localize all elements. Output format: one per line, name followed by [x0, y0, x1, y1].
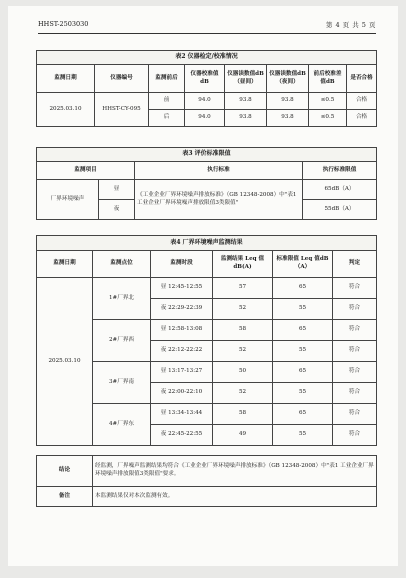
- cell: 65: [273, 320, 333, 341]
- report-page: [8, 6, 398, 566]
- cell: 符合: [333, 299, 377, 320]
- column-header: 判定: [333, 251, 377, 278]
- column-header: 监测结果 Leq 值dB(A): [213, 251, 273, 278]
- table-row: [37, 456, 377, 487]
- cell: 52: [213, 299, 273, 320]
- cell: 55: [273, 383, 333, 404]
- monitor-item: 厂界环境噪声: [37, 180, 99, 220]
- cell: 昼 12:45-12:55: [151, 278, 213, 299]
- column-header: 前后校准差值dB: [309, 65, 347, 93]
- cell: 52: [213, 383, 273, 404]
- column-header: 监测项目: [37, 162, 135, 180]
- cell: 符合: [333, 278, 377, 299]
- table-caption: 表3 评价标准限值: [37, 148, 377, 162]
- column-header: 执行标准: [135, 162, 303, 180]
- monitor-date: 2025.03.10: [37, 278, 93, 446]
- column-header: 监测日期: [37, 65, 95, 93]
- column-header: 仪器读数值dB（昼间）: [225, 65, 267, 93]
- cell: 57: [213, 278, 273, 299]
- cell: 符合: [333, 341, 377, 362]
- cell: ≤0.5: [309, 110, 347, 127]
- cell: 符合: [333, 383, 377, 404]
- cell: 符合: [333, 425, 377, 446]
- cell: 符合: [333, 404, 377, 425]
- cell: 93.8: [225, 93, 267, 110]
- cell: 50: [213, 362, 273, 383]
- cell: 65: [273, 362, 333, 383]
- table-row: [37, 278, 377, 299]
- cell: 前: [149, 93, 185, 110]
- column-header: 监测日期: [37, 251, 93, 278]
- table-row: [37, 180, 377, 200]
- header-rule: [38, 33, 376, 34]
- page-number: 第 4 页 共 5 页: [325, 21, 376, 29]
- monitor-point: 4#厂界东: [93, 404, 151, 446]
- column-header: 仪器读数值dB（夜间）: [267, 65, 309, 93]
- calibration-table: [36, 50, 377, 127]
- cell: 夜 22:45-22:55: [151, 425, 213, 446]
- cell: 55: [273, 341, 333, 362]
- table-caption: 表4 厂界环境噪声监测结果: [37, 236, 377, 251]
- remarks-text: 本监测结果仅对本次监测有效。: [93, 487, 377, 507]
- cell: 65dB（A）: [303, 180, 377, 200]
- remarks-label: 备注: [37, 487, 93, 507]
- noise-results-table: [36, 235, 377, 446]
- column-header: 执行标准限值: [303, 162, 377, 180]
- conclusion-text: 经监测，厂界噪声监测结果均符合《工业企业厂界环境噪声排放标准》（GB 12348-2008）中"表1 工业企业厂界环境噪声排放限值3类限值"要求。: [93, 456, 377, 487]
- cell: 夜 22:00-22:10: [151, 383, 213, 404]
- cell: 93.8: [225, 110, 267, 127]
- cell: 夜: [99, 200, 135, 220]
- cell: 94.0: [185, 110, 225, 127]
- cell: 昼 13:17-13:27: [151, 362, 213, 383]
- monitor-point: 1#厂界北: [93, 278, 151, 320]
- cell: 65: [273, 404, 333, 425]
- table-row: [37, 487, 377, 507]
- conclusion-label: 结论: [37, 456, 93, 487]
- conclusion-table: [36, 455, 377, 507]
- column-header: 仪器校准值dB: [185, 65, 225, 93]
- cell: 符合: [333, 320, 377, 341]
- table-row: [37, 93, 377, 110]
- cell: ≤0.5: [309, 93, 347, 110]
- monitor-point: 3#厂界南: [93, 362, 151, 404]
- cell: 55: [273, 299, 333, 320]
- cell: 昼 13:34-13:44: [151, 404, 213, 425]
- cell: 夜 22:29-22:39: [151, 299, 213, 320]
- column-header: 监测时段: [151, 251, 213, 278]
- column-header: 标准限值 Leq 值dB（A）: [273, 251, 333, 278]
- column-header: 监测点位: [93, 251, 151, 278]
- cell: 58: [213, 320, 273, 341]
- column-header: 仪器编号: [95, 65, 149, 93]
- cell: 符合: [333, 362, 377, 383]
- table-caption: 表2 仪器检定/校准情况: [37, 51, 377, 65]
- device-id: HHST-CY-095: [95, 93, 149, 127]
- report-code: HHST-2503030: [38, 20, 89, 28]
- cell: 后: [149, 110, 185, 127]
- cell: 昼 12:58-13:08: [151, 320, 213, 341]
- column-header: 监测前后: [149, 65, 185, 93]
- monitor-date: 2025.03.10: [37, 93, 95, 127]
- cell: 94.0: [185, 93, 225, 110]
- standard-text: 《工业企业厂界环境噪声排放标准》（GB 12348-2008）中"表1 工业企业厂界环境噪声排放限值3类限值": [135, 180, 303, 220]
- cell: 65: [273, 278, 333, 299]
- cell: 93.8: [267, 93, 309, 110]
- cell: 55dB（A）: [303, 200, 377, 220]
- page-header: [38, 20, 376, 32]
- cell: 55: [273, 425, 333, 446]
- cell: 合格: [347, 110, 377, 127]
- cell: 93.8: [267, 110, 309, 127]
- cell: 昼: [99, 180, 135, 200]
- cell: 58: [213, 404, 273, 425]
- cell: 49: [213, 425, 273, 446]
- column-header: 是否合格: [347, 65, 377, 93]
- cell: 合格: [347, 93, 377, 110]
- cell: 夜 22:12-22:22: [151, 341, 213, 362]
- monitor-point: 2#厂界西: [93, 320, 151, 362]
- standard-limit-table: [36, 147, 377, 220]
- cell: 52: [213, 341, 273, 362]
